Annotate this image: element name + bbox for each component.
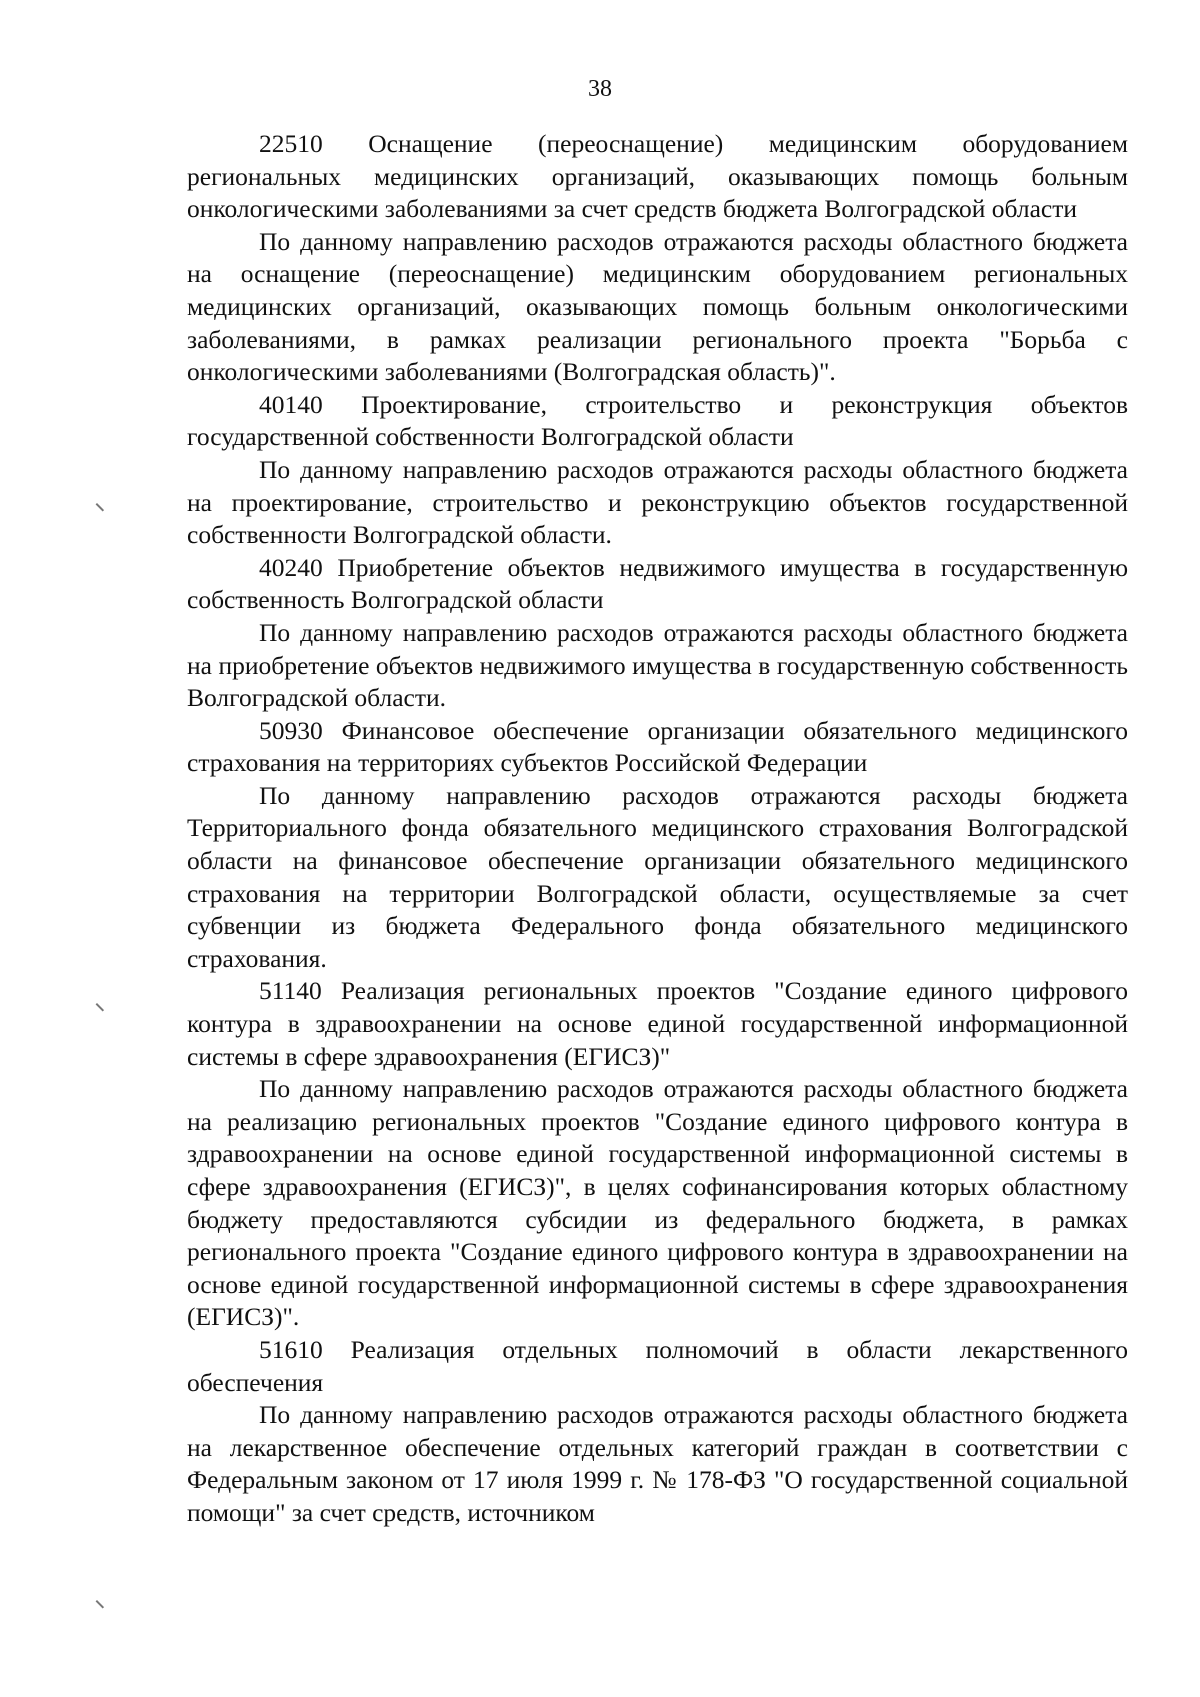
section-heading-40140: 40140 Проектирование, строительство и реконструкция объектов государственной собственности Волгоградской области: [187, 389, 1128, 452]
scan-artifact-mark: [97, 1600, 107, 1614]
section-text-40140: По данному направлению расходов отражаются расходы областного бюджета на проектирование, строительство и реконструкцию объектов государственной собственности Волгоградской области.: [187, 454, 1128, 550]
section-text-51140: По данному направлению расходов отражаются расходы областного бюджета на реализацию региональных проектов "Создание единого цифрового контура в здравоохранении на основе единой государственной информационной системы в сфере здравоохранения (ЕГИСЗ)", в целях софинансирования которых областному бюджету предоставляются субсидии из федерального бюджета, в рамках регионального проекта "Создание единого цифрового контура в здравоохранении на основе единой государственной информационной системы в сфере здравоохранения (ЕГИСЗ)".: [187, 1074, 1128, 1332]
section-text-50930: По данному направлению расходов отражаются расходы бюджета Территориального фонда обязательного медицинского страхования Волгоградской области на финансовое обеспечение организации обязательного медицинского страхования на территории Волгоградской области, осуществляемые за счет субвенции из бюджета Федерального фонда обязательного медицинского страхования.: [187, 780, 1128, 973]
section-heading-50930: 50930 Финансовое обеспечение организации обязательного медицинского страхования на территориях субъектов Российской Федерации: [187, 715, 1128, 778]
scan-artifact-mark: [97, 1003, 107, 1017]
section-heading-51610: 51610 Реализация отдельных полномочий в области лекарственного обеспечения: [187, 1334, 1128, 1397]
document-body: [187, 128, 1128, 1530]
section-text-51610: По данному направлению расходов отражаются расходы областного бюджета на лекарственное обеспечение отдельных категорий граждан в соответствии с Федеральным законом от 17 июля 1999 г. № 178-ФЗ "О государственной социальной помощи" за счет средств, источником: [187, 1400, 1128, 1527]
section-heading-40240: 40240 Приобретение объектов недвижимого имущества в государственную собственность Волгоградской области: [187, 552, 1128, 615]
section-heading-51140: 51140 Реализация региональных проектов "Создание единого цифрового контура в здравоохранении на основе единой государственной информационной системы в сфере здравоохранения (ЕГИСЗ)": [187, 976, 1128, 1071]
page-number: 38: [588, 76, 612, 102]
section-text-22510: По данному направлению расходов отражаются расходы областного бюджета на оснащение (переоснащение) медицинским оборудованием региональных медицинских организаций, оказывающих помощь больным онкологическими заболеваниями, в рамках реализации регионального проекта "Борьба с онкологическими заболеваниями (Волгоградская область)".: [187, 226, 1128, 387]
section-heading-22510: 22510 Оснащение (переоснащение) медицинским оборудованием региональных медицинских организаций, оказывающих помощь больным онкологическими заболеваниями за счет средств бюджета Волгоградской области: [187, 129, 1128, 224]
section-text-40240: По данному направлению расходов отражаются расходы областного бюджета на приобретение объектов недвижимого имущества в государственную собственность Волгоградской области.: [187, 617, 1128, 713]
scan-artifact-mark: [97, 503, 107, 517]
